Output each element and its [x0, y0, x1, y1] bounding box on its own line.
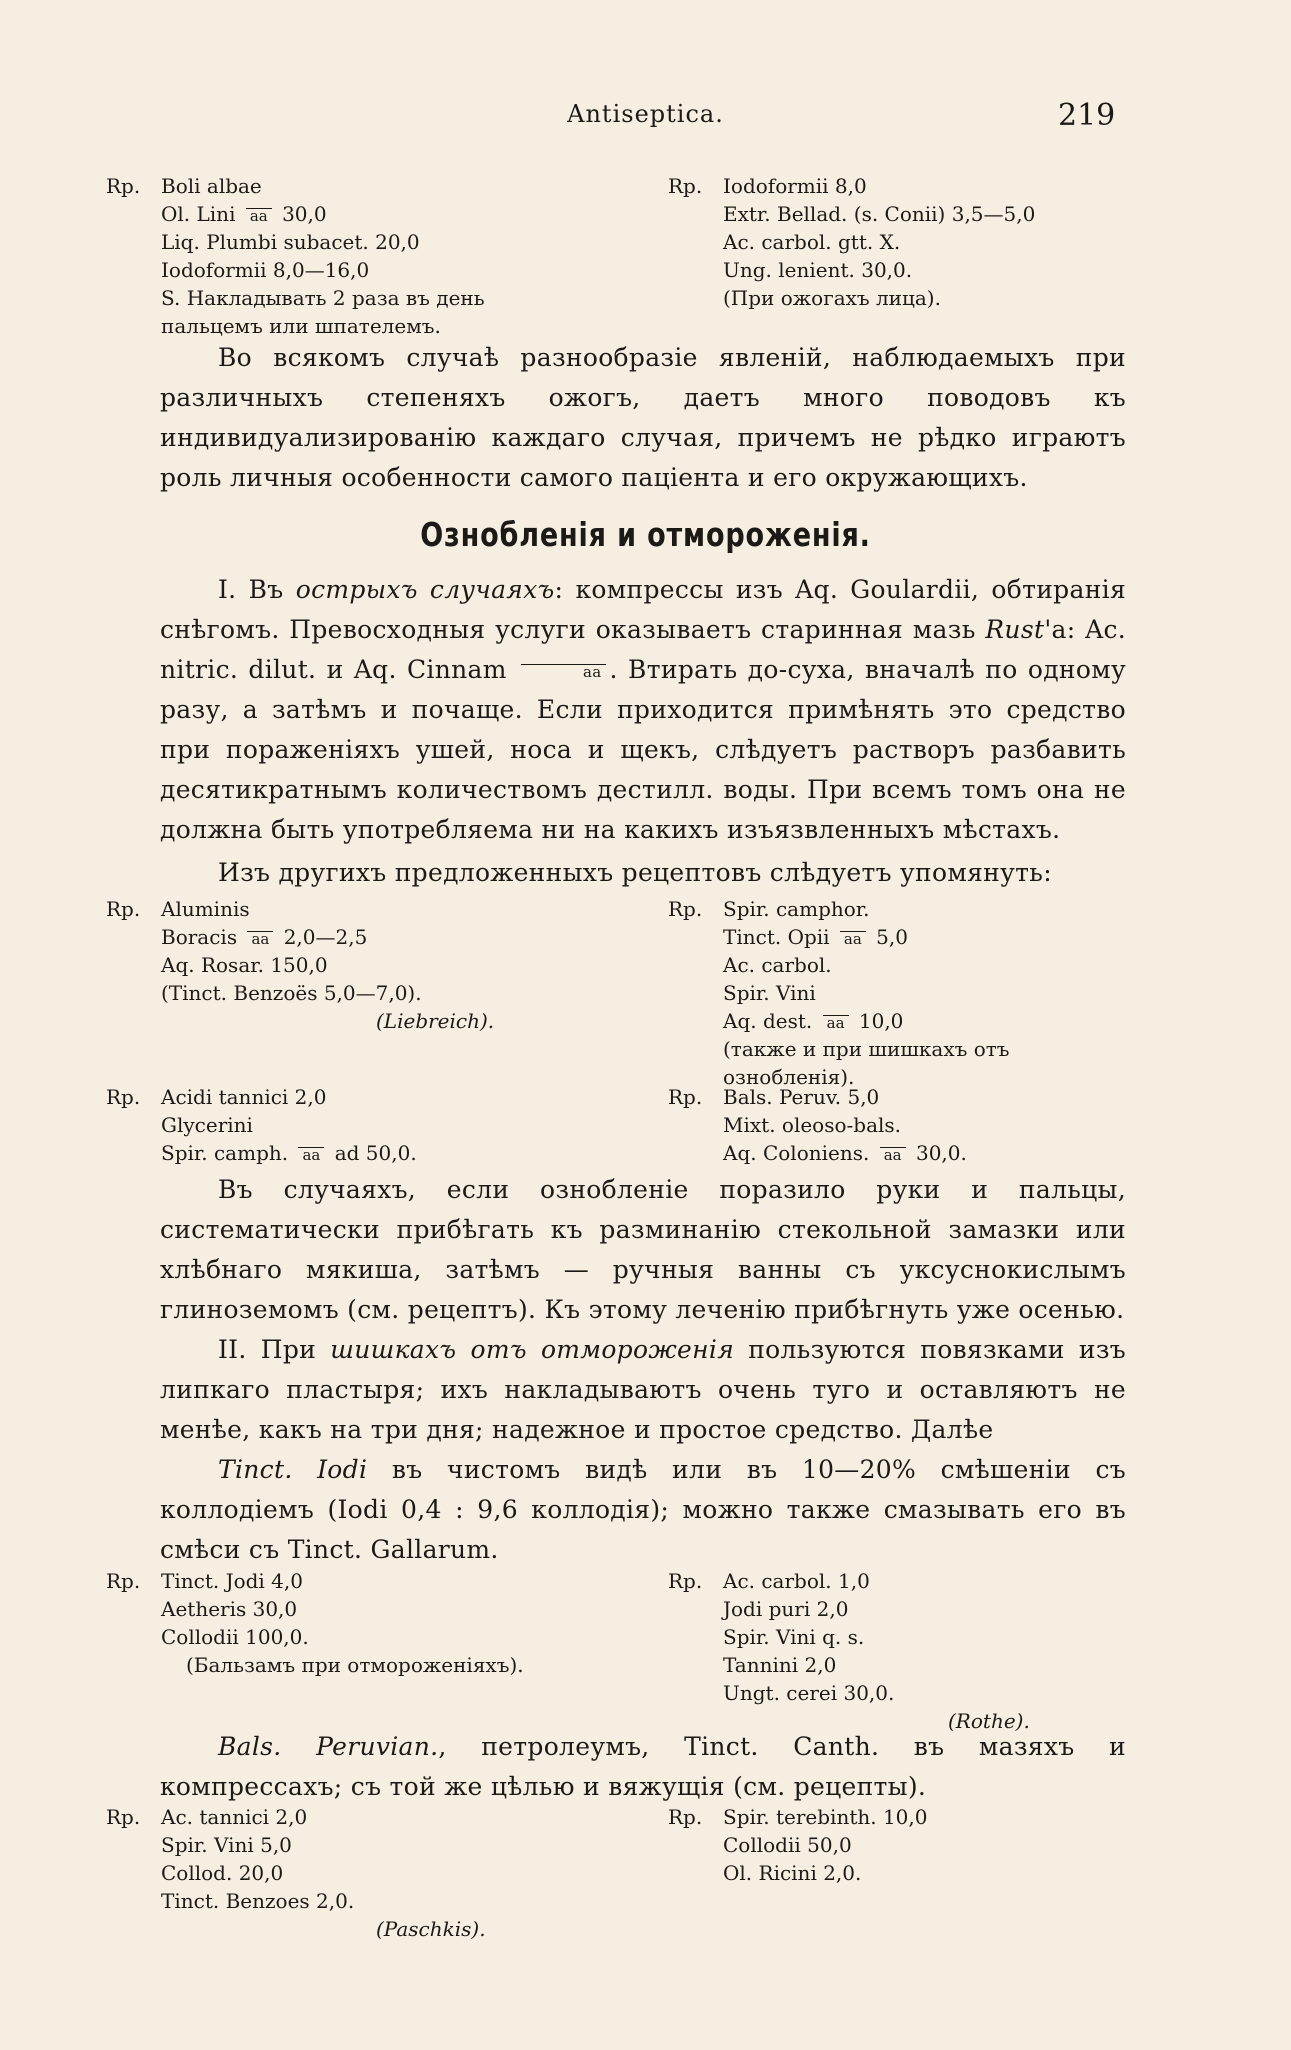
recipe-signature: S. Накладывать 2 раза въ день: [161, 286, 485, 310]
recipe-line: [668, 1007, 1148, 1035]
recipe-ingredient: Spir. camph.: [161, 1141, 289, 1165]
author-name: (Rothe).: [948, 1709, 1030, 1733]
recipe-line: Spir. Vini q. s.: [723, 1625, 865, 1649]
recipe-amount: 10,0: [858, 1009, 904, 1033]
aa-mark: aa: [521, 664, 606, 680]
recipe-line: [668, 923, 1148, 951]
emphasis: Tinct. Iodi: [218, 1455, 368, 1484]
text-run: : компрессы изъ Aq. Goulardii, обтиранія снѣгомъ. Превосходныя услуги оказываетъ старинная мазь: [160, 575, 1127, 644]
emphasis: Rust: [985, 615, 1045, 644]
aa-mark: aa: [823, 1015, 849, 1031]
aa-mark: aa: [247, 931, 273, 947]
recipe-line: Mixt. oleoso-bals.: [723, 1113, 902, 1137]
recipe-block: [106, 1803, 626, 1943]
recipe-line: Ol. Ricini 2,0.: [723, 1861, 862, 1885]
running-header: Antiseptica.: [567, 100, 724, 128]
recipe-rp: Rp.: [668, 897, 703, 921]
recipe-author: [106, 1915, 626, 1943]
recipe-line: Spir. camphor.: [723, 897, 870, 921]
recipe-line: (Tinct. Benzoës 5,0—7,0).: [161, 981, 422, 1005]
recipe-line: Collodii 50,0: [723, 1833, 852, 1857]
recipe-line: Tinct. Jodi 4,0: [161, 1569, 303, 1593]
recipe-note: (Бальзамъ при отмороженіяхъ).: [186, 1653, 524, 1677]
recipe-amount: 30,0: [282, 202, 327, 226]
recipe-ingredient: Ol. Lini: [161, 202, 236, 226]
recipe-rp: Rp.: [106, 1805, 141, 1829]
recipe-block: [668, 1083, 1148, 1167]
emphasis: Bals. Peruvian.: [218, 1732, 439, 1761]
section-heading: Ознобленія и отмороженія.: [420, 515, 871, 554]
text-run: I. Въ: [218, 575, 284, 604]
recipe-amount: ad 50,0.: [334, 1141, 417, 1165]
recipe-line: Ac. carbol.: [723, 953, 832, 977]
recipe-line: Jodi puri 2,0: [723, 1597, 849, 1621]
text-run: 'а: Ac. nitric. dilut. и Aq. Cinnam: [160, 615, 1126, 684]
recipe-note: (также и при шишкахъ отъ ознобленія).: [723, 1037, 1010, 1089]
recipe-line: Extr. Bellad. (s. Conii) 3,5—5,0: [723, 202, 1036, 226]
recipe-line: [668, 1139, 1148, 1167]
recipe-line: Iodoformii 8,0: [723, 174, 867, 198]
recipe-line: Spir. terebinth. 10,0: [723, 1805, 928, 1829]
recipe-block: [668, 895, 1148, 1091]
recipe-block: [668, 1803, 1148, 1887]
author-name: (Paschkis).: [376, 1917, 486, 1941]
recipe-line: Ungt. cerei 30,0.: [723, 1681, 895, 1705]
recipe-block: [106, 1083, 626, 1167]
recipe-line: Tannini 2,0: [723, 1653, 837, 1677]
emphasis: острыхъ случаяхъ: [295, 575, 555, 604]
recipe-rp: Rp.: [106, 1569, 141, 1593]
aa-mark: aa: [880, 1147, 906, 1163]
recipe-block: [106, 1567, 626, 1679]
recipe-rp: Rp.: [668, 1085, 703, 1109]
recipe-block: [668, 1567, 1148, 1735]
emphasis: шишкахъ отъ отмороженія: [330, 1335, 735, 1364]
paragraph: Во всякомъ случаѣ разнообразіе явленій, наблюдаемыхъ при различныхъ степеняхъ ожогъ, даетъ много поводовъ къ индивидуализированію каждаго случая, причемъ не рѣдко играютъ роль личныя особенности самого паціента и его окружающихъ.: [160, 343, 1126, 492]
recipe-line: Spir. Vini 5,0: [161, 1833, 292, 1857]
aa-mark: aa: [246, 208, 272, 224]
author-name: (Liebreich).: [376, 1009, 495, 1033]
recipe-block: [668, 172, 1148, 312]
recipe-line: Iodoformii 8,0—16,0: [161, 258, 370, 282]
paragraph: [160, 1727, 1126, 1807]
recipe-line: [106, 923, 626, 951]
recipe-line: Bals. Peruv. 5,0: [723, 1085, 880, 1109]
recipe-ingredient: Aq. Coloniens.: [723, 1141, 870, 1165]
recipe-line: Glycerini: [161, 1113, 253, 1137]
recipe-line: Aluminis: [161, 897, 250, 921]
recipe-line: Collod. 20,0: [161, 1861, 284, 1885]
recipe-note: (При ожогахъ лица).: [723, 286, 941, 310]
recipe-rp: Rp.: [106, 897, 141, 921]
recipe-ingredient: Aq. dest.: [723, 1009, 813, 1033]
aa-mark: aa: [298, 1147, 324, 1163]
recipe-line: Boli albae: [161, 174, 262, 198]
recipe-rp: Rp.: [106, 174, 141, 198]
paragraph: Изъ другихъ предложенныхъ рецептовъ слѣдуетъ упомянуть:: [218, 858, 1052, 887]
recipe-line: Ac. carbol. gtt. X.: [723, 230, 901, 254]
aa-mark: aa: [840, 931, 866, 947]
recipe-author: [106, 1007, 626, 1035]
text-run: пользуются повязками изъ липкаго пластыря; ихъ накладываютъ очень туго и оставляютъ не менѣе, какъ на три дня; надежное и простое средство. Далѣе: [160, 1335, 1126, 1444]
recipe-block: [106, 895, 626, 1035]
recipe-line: Collodii 100,0.: [161, 1625, 309, 1649]
recipe-line: Ung. lenient. 30,0.: [723, 258, 913, 282]
recipe-ingredient: Tinct. Opii: [723, 925, 830, 949]
recipe-signature: пальцемъ или шпателемъ.: [161, 314, 441, 338]
recipe-amount: 30,0.: [915, 1141, 967, 1165]
recipe-line: Aetheris 30,0: [161, 1597, 298, 1621]
recipe-ingredient: Boracis: [161, 925, 238, 949]
recipe-line: Tinct. Benzoes 2,0.: [161, 1889, 355, 1913]
recipe-line: Liq. Plumbi subacet. 20,0: [161, 230, 420, 254]
text-run: , петролеумъ, Tinct. Canth. въ мазяхъ и компрессахъ; съ той же цѣлью и вяжущія (см. рецепты).: [160, 1732, 1126, 1801]
paragraph: Въ случаяхъ, если ознобленіе поразило руки и пальцы, систематически прибѣгать къ разминанію стекольной замазки или хлѣбнаго мякиша, затѣмъ — ручныя ванны съ уксуснокислымъ глиноземомъ (см. рецептъ). Къ этому леченію прибѣгнуть уже осенью.: [160, 1175, 1126, 1324]
recipe-rp: Rp.: [106, 1085, 141, 1109]
text-run: . Втирать до-суха, вначалѣ по одному разу, а затѣмъ и почаще. Если приходится примѣнять это средство при пораженіяхъ ушей, носа и щекъ, слѣдуетъ растворъ разбавить десятикратнымъ количествомъ дестилл. воды. При всемъ томъ она не должна быть употребляема ни на какихъ изъязвленныхъ мѣстахъ.: [160, 655, 1126, 844]
page-number: 219: [1058, 98, 1116, 133]
paragraph: [160, 570, 1126, 850]
recipe-line: [106, 200, 626, 228]
recipe-line: Ac. tannici 2,0: [161, 1805, 308, 1829]
recipe-rp: Rp.: [668, 1805, 703, 1829]
recipe-line: [106, 1139, 626, 1167]
recipe-line: Spir. Vini: [723, 981, 816, 1005]
recipe-rp: Rp.: [668, 1569, 703, 1593]
paragraph: [160, 1450, 1126, 1570]
recipe-line: Ac. carbol. 1,0: [723, 1569, 870, 1593]
paragraph: [160, 1330, 1126, 1450]
recipe-amount: 2,0—2,5: [283, 925, 368, 949]
recipe-rp: Rp.: [668, 174, 703, 198]
recipe-line: Acidi tannici 2,0: [161, 1085, 327, 1109]
recipe-line: Aq. Rosar. 150,0: [161, 953, 328, 977]
recipe-amount: 5,0: [876, 925, 908, 949]
text-run: II. При: [218, 1335, 317, 1364]
recipe-block: [106, 172, 626, 340]
text-run: въ чистомъ видѣ или въ 10—20% смѣшеніи съ коллодіемъ (Iodi 0,4 : 9,6 коллодія); можно также смазывать его въ смѣси съ Tinct. Gallarum.: [160, 1455, 1126, 1564]
